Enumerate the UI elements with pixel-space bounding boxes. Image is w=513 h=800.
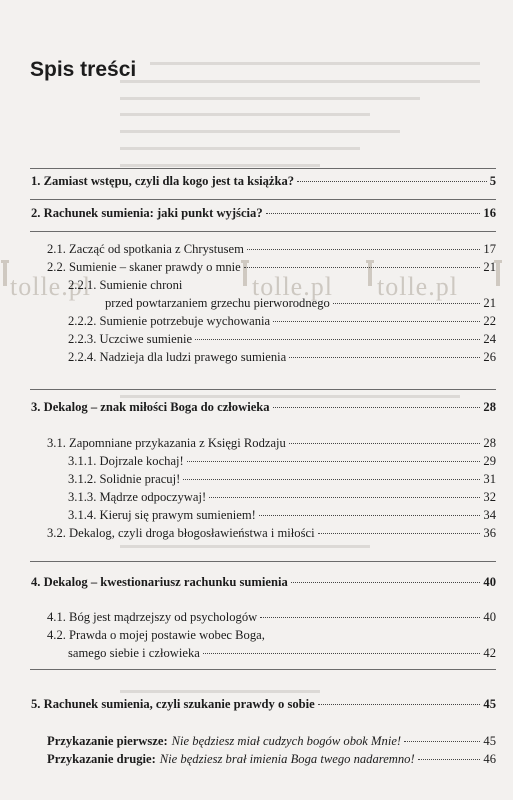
entry-label: 2.2.4. Nadzieja dla ludzi prawego sumienia: [68, 350, 287, 364]
watermark-tower-icon: [0, 258, 10, 288]
leader-dots: [273, 406, 481, 408]
leader-dots: [318, 532, 481, 534]
leader-dots: [260, 616, 480, 618]
toc-entry-4-2[interactable]: 4.2. Prawda o mojej postawie wobec Boga,: [47, 628, 265, 642]
leader-dots: [195, 338, 480, 340]
bleed-through-line: [120, 164, 320, 167]
toc-entry-3-1[interactable]: [47, 436, 496, 451]
entry-label: 3.1.1. Dojrzale kochaj!: [68, 454, 184, 468]
entry-label: 3.1.3. Mądrze odpoczywaj!: [68, 490, 207, 504]
entry-label: 4.1. Bóg jest mądrzejszy od psychologów: [47, 610, 258, 624]
entry-label: 2.2.3. Uczciwe sumienie: [68, 332, 193, 346]
leader-dots: [333, 302, 481, 304]
toc-entry-2-2-2[interactable]: [68, 314, 496, 329]
toc-entry-4-2-cont[interactable]: [68, 646, 496, 661]
toc-entry-3-1-3[interactable]: [68, 490, 496, 505]
entry-page: 32: [483, 490, 496, 504]
bleed-through-line: [120, 147, 360, 150]
entry-label: samego siebie i człowieka: [68, 646, 200, 660]
toc-entry-commandment-2[interactable]: [47, 752, 496, 767]
bleed-through-line: [120, 130, 400, 133]
entry-page: 45: [483, 697, 496, 711]
toc-entry-chapter-2[interactable]: [31, 206, 496, 221]
entry-label-bold: Przykazanie drugie:: [47, 752, 156, 766]
entry-page: 31: [483, 472, 496, 486]
bleed-through-line: [120, 97, 420, 100]
toc-entry-4-1[interactable]: [47, 610, 496, 625]
section-divider: [30, 561, 496, 562]
toc-entry-commandment-1[interactable]: [47, 734, 496, 749]
toc-entry-2-2[interactable]: [47, 260, 496, 275]
leader-dots: [318, 703, 481, 705]
entry-label: 3. Dekalog – znak miłości Boga do człowieka: [31, 400, 270, 414]
leader-dots: [418, 758, 481, 760]
entry-page: 36: [483, 526, 496, 540]
entry-label: 2.2.2. Sumienie potrzebuje wychowania: [68, 314, 271, 328]
entry-label: 3.1.4. Kieruj się prawym sumieniem!: [68, 508, 256, 522]
entry-label: 2.1. Zacząć od spotkania z Chrystusem: [47, 242, 244, 256]
section-divider: [30, 669, 496, 670]
entry-page: 45: [483, 734, 496, 748]
entry-page: 46: [483, 752, 496, 766]
watermark-right: tolle.pl: [377, 272, 458, 301]
leader-dots: [297, 180, 487, 182]
section-divider: [30, 389, 496, 390]
bleed-through-line: [120, 690, 320, 693]
toc-entry-3-1-2[interactable]: [68, 472, 496, 487]
bleed-through-line: [120, 80, 480, 83]
entry-page: 28: [483, 436, 496, 450]
entry-label: 3.1. Zapomniane przykazania z Księgi Rodzaju: [47, 436, 286, 450]
leader-dots: [183, 478, 480, 480]
bleed-through-line: [120, 545, 370, 548]
leader-dots: [187, 460, 481, 462]
entry-page: 42: [483, 646, 496, 660]
entry-page: 24: [483, 332, 496, 346]
toc-entry-3-2[interactable]: [47, 526, 496, 541]
entry-page: 26: [483, 350, 496, 364]
bleed-through-line: [120, 113, 370, 116]
leader-dots: [289, 442, 481, 444]
toc-entry-3-1-4[interactable]: [68, 508, 496, 523]
leader-dots: [259, 514, 481, 516]
entry-page: 34: [483, 508, 496, 522]
leader-dots: [203, 652, 481, 654]
section-divider: [30, 199, 496, 200]
leader-dots: [404, 740, 480, 742]
toc-entry-chapter-3[interactable]: [31, 400, 496, 415]
entry-label: 3.2. Dekalog, czyli droga błogosławieństwa i miłości: [47, 526, 315, 540]
toc-entry-2-2-3[interactable]: [68, 332, 496, 347]
leader-dots: [291, 581, 481, 583]
entry-label-bold: Przykazanie pierwsze:: [47, 734, 168, 748]
toc-entry-2-2-1-cont[interactable]: [105, 296, 496, 311]
leader-dots: [266, 212, 481, 214]
entry-page: 5: [489, 174, 496, 188]
section-divider: [30, 168, 496, 169]
toc-entry-3-1-1[interactable]: [68, 454, 496, 469]
leader-dots: [244, 266, 481, 268]
toc-entry-2-1[interactable]: [47, 242, 496, 257]
watermark-middle: tolle.pl: [252, 272, 333, 301]
toc-entry-2-2-1[interactable]: 2.2.1. Sumienie chroni: [68, 278, 183, 292]
entry-page: 28: [483, 400, 496, 414]
entry-page: 40: [483, 575, 496, 589]
bleed-through-line: [150, 62, 480, 65]
bleed-through-line: [120, 395, 460, 398]
toc-entry-chapter-5[interactable]: [31, 697, 496, 712]
entry-page: 22: [483, 314, 496, 328]
watermark-left: tolle.pl: [10, 272, 91, 301]
entry-label: 2. Rachunek sumienia: jaki punkt wyjścia?: [31, 206, 263, 220]
entry-page: 16: [483, 206, 496, 220]
entry-page: 21: [483, 296, 496, 310]
entry-label: przed powtarzaniem grzechu pierworodnego: [105, 296, 330, 310]
entry-page: 21: [483, 260, 496, 274]
entry-label: 5. Rachunek sumienia, czyli szukanie prawdy o sobie: [31, 697, 315, 711]
entry-label: 4. Dekalog – kwestionariusz rachunku sumienia: [31, 575, 288, 589]
entry-label-italic: Nie będziesz miał cudzych bogów obok Mnie!: [171, 734, 402, 748]
entry-page: 29: [483, 454, 496, 468]
entry-label: 2.2. Sumienie – skaner prawdy o mnie: [47, 260, 241, 274]
page-title: Spis treści: [30, 58, 137, 81]
leader-dots: [273, 320, 480, 322]
toc-entry-2-2-4[interactable]: [68, 350, 496, 365]
entry-page: 17: [483, 242, 496, 256]
entry-label-italic: Nie będziesz brał imienia Boga twego nadaremno!: [159, 752, 415, 766]
toc-entry-chapter-1[interactable]: [31, 174, 496, 189]
leader-dots: [289, 356, 480, 358]
leader-dots: [247, 248, 481, 250]
entry-page: 40: [483, 610, 496, 624]
entry-label: 3.1.2. Solidnie pracuj!: [68, 472, 181, 486]
section-divider: [30, 231, 496, 232]
toc-entry-chapter-4[interactable]: [31, 575, 496, 590]
entry-label: 1. Zamiast wstępu, czyli dla kogo jest ta książka?: [31, 174, 295, 188]
leader-dots: [209, 496, 480, 498]
